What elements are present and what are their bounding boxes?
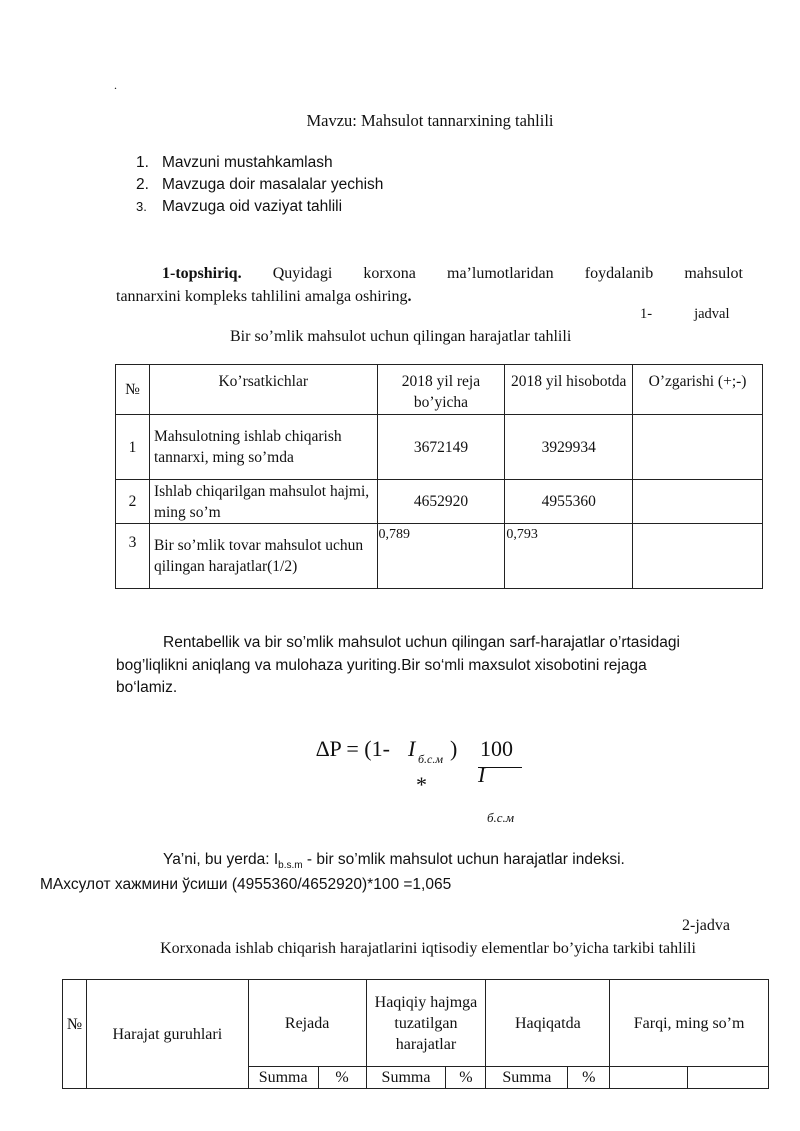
subheader-percent: % — [446, 1067, 486, 1089]
task-text: Quyidagi korxona ma’lumotlaridan foydalanib mahsulot — [272, 265, 744, 282]
table-1-number — [640, 306, 730, 323]
paragraph-line-3: bo‘lamiz. — [116, 679, 178, 696]
paragraph-line-1: Rentabellik va bir so’mlik mahsulot uchun qilingan sarf-harajatlar o’rtasidagi — [163, 634, 680, 651]
stray-dot: . — [114, 78, 117, 92]
list-number: 2. — [136, 176, 149, 193]
explanation-line — [116, 851, 625, 871]
page-title: Mavzu: Mahsulot tannarxining tahlili — [306, 111, 554, 130]
formula-close: ) — [450, 736, 458, 761]
formula-var: I — [408, 736, 416, 761]
formula-den-sub: б.с.м — [487, 810, 515, 825]
row-number: 2 — [116, 480, 150, 524]
list-text: Mavzuga oid vaziyat tahlili — [162, 198, 343, 215]
subheader-summa: Summa — [366, 1067, 446, 1089]
table-2-caption: Korxonada ishlab chiqarish harajatlarini iqtisodiy elementlar bo’yicha tarkibi tahlili — [160, 940, 696, 957]
explanation-prefix: Ya’ni, bu yerda: I — [163, 851, 279, 868]
task-1-line-1 — [116, 262, 743, 285]
row-change — [633, 524, 763, 589]
task-1 — [116, 262, 743, 308]
list-number: 1. — [136, 154, 149, 171]
formula-star: * — [416, 772, 427, 797]
header-number: № — [116, 365, 150, 415]
table-header-row — [116, 365, 763, 415]
table-row — [116, 415, 763, 480]
table-row — [116, 524, 763, 589]
row-number: 3 — [116, 524, 150, 589]
task-text-2: tannarxini kompleks tahlilini amalga oshiring — [116, 288, 408, 305]
row-actual: 3929934 — [505, 415, 633, 480]
header-actual: 2018 yil hisobotda — [505, 365, 633, 415]
subheader-percent: % — [318, 1067, 366, 1089]
formula — [316, 736, 546, 826]
formula-numerator: 100 — [480, 736, 513, 761]
formula-sub: б.с.м — [418, 752, 444, 766]
row-number: 1 — [116, 415, 150, 480]
table-2-number: 2-jadva — [682, 917, 730, 934]
header-group: Harajat guruhlari — [86, 980, 248, 1089]
row-indicator: Mahsulotning ishlab chiqarish tannarxi, ming so’mda — [149, 415, 377, 480]
costs-table — [115, 364, 763, 589]
cost-structure-table — [62, 979, 769, 1089]
header-diff: Farqi, ming so’m — [610, 980, 769, 1067]
row-plan: 0,789 — [377, 524, 505, 589]
list-text: Mavzuga doir masalalar yechish — [162, 176, 384, 193]
formula-lhs: ∆P = (1- — [316, 736, 390, 761]
subheader-summa: Summa — [248, 1067, 318, 1089]
list-item — [136, 174, 383, 196]
header-plan: 2018 yil reja bo’yicha — [377, 365, 505, 415]
list-item — [136, 152, 383, 174]
list-text: Mavzuni mustahkamlash — [162, 154, 333, 171]
list-number: 3. — [136, 199, 147, 214]
header-number: № — [63, 980, 87, 1089]
header-adjusted: Haqiqiy hajmga tuzatilgan harajatlar — [366, 980, 486, 1067]
formula-denominator: I — [478, 762, 486, 787]
subheader-empty — [610, 1067, 688, 1089]
table-row — [116, 480, 763, 524]
row-change — [633, 480, 763, 524]
table-1-caption: Bir so’mlik mahsulot uchun qilingan harajatlar tahlili — [230, 328, 572, 345]
row-plan: 3672149 — [377, 415, 505, 480]
header-plan: Rejada — [248, 980, 366, 1067]
explanation-suffix: - bir so’mlik mahsulot uchun harajatlar indeksi. — [302, 851, 625, 868]
task-period: . — [407, 288, 412, 305]
topics-list — [136, 152, 383, 218]
subheader-empty — [688, 1067, 769, 1089]
subheader-summa: Summa — [486, 1067, 568, 1089]
header-actual: Haqiqatda — [486, 980, 610, 1067]
row-plan: 4652920 — [377, 480, 505, 524]
analysis-paragraph — [116, 632, 756, 700]
growth-line: МАхсулот хажмини ўсиши (4955360/4652920)*100 =1,065 — [40, 876, 452, 893]
table-1-number-word: jadval — [694, 306, 730, 322]
table-header-row — [63, 980, 769, 1067]
list-item — [136, 196, 383, 218]
task-1-line-2 — [116, 285, 743, 308]
paragraph-line-2: bog’liqlikni aniqlang va mulohaza yuriting.Bir so‘mli maxsulot xisobotini rejaga — [116, 656, 647, 674]
subheader-percent: % — [568, 1067, 610, 1089]
explanation-sub: b.s.m — [278, 860, 303, 872]
row-indicator: Bir so’mlik tovar mahsulot uchun qilingan harajatlar(1/2) — [149, 524, 377, 589]
header-change: O’zgarishi (+;-) — [633, 365, 763, 415]
row-actual: 4955360 — [505, 480, 633, 524]
table-1-number-value: 1- — [640, 306, 653, 322]
header-indicators: Ko’rsatkichlar — [149, 365, 377, 415]
task-label: 1-topshiriq. — [162, 265, 242, 282]
row-indicator: Ishlab chiqarilgan mahsulot hajmi, ming so’m — [149, 480, 377, 524]
row-actual: 0,793 — [505, 524, 633, 589]
row-change — [633, 415, 763, 480]
